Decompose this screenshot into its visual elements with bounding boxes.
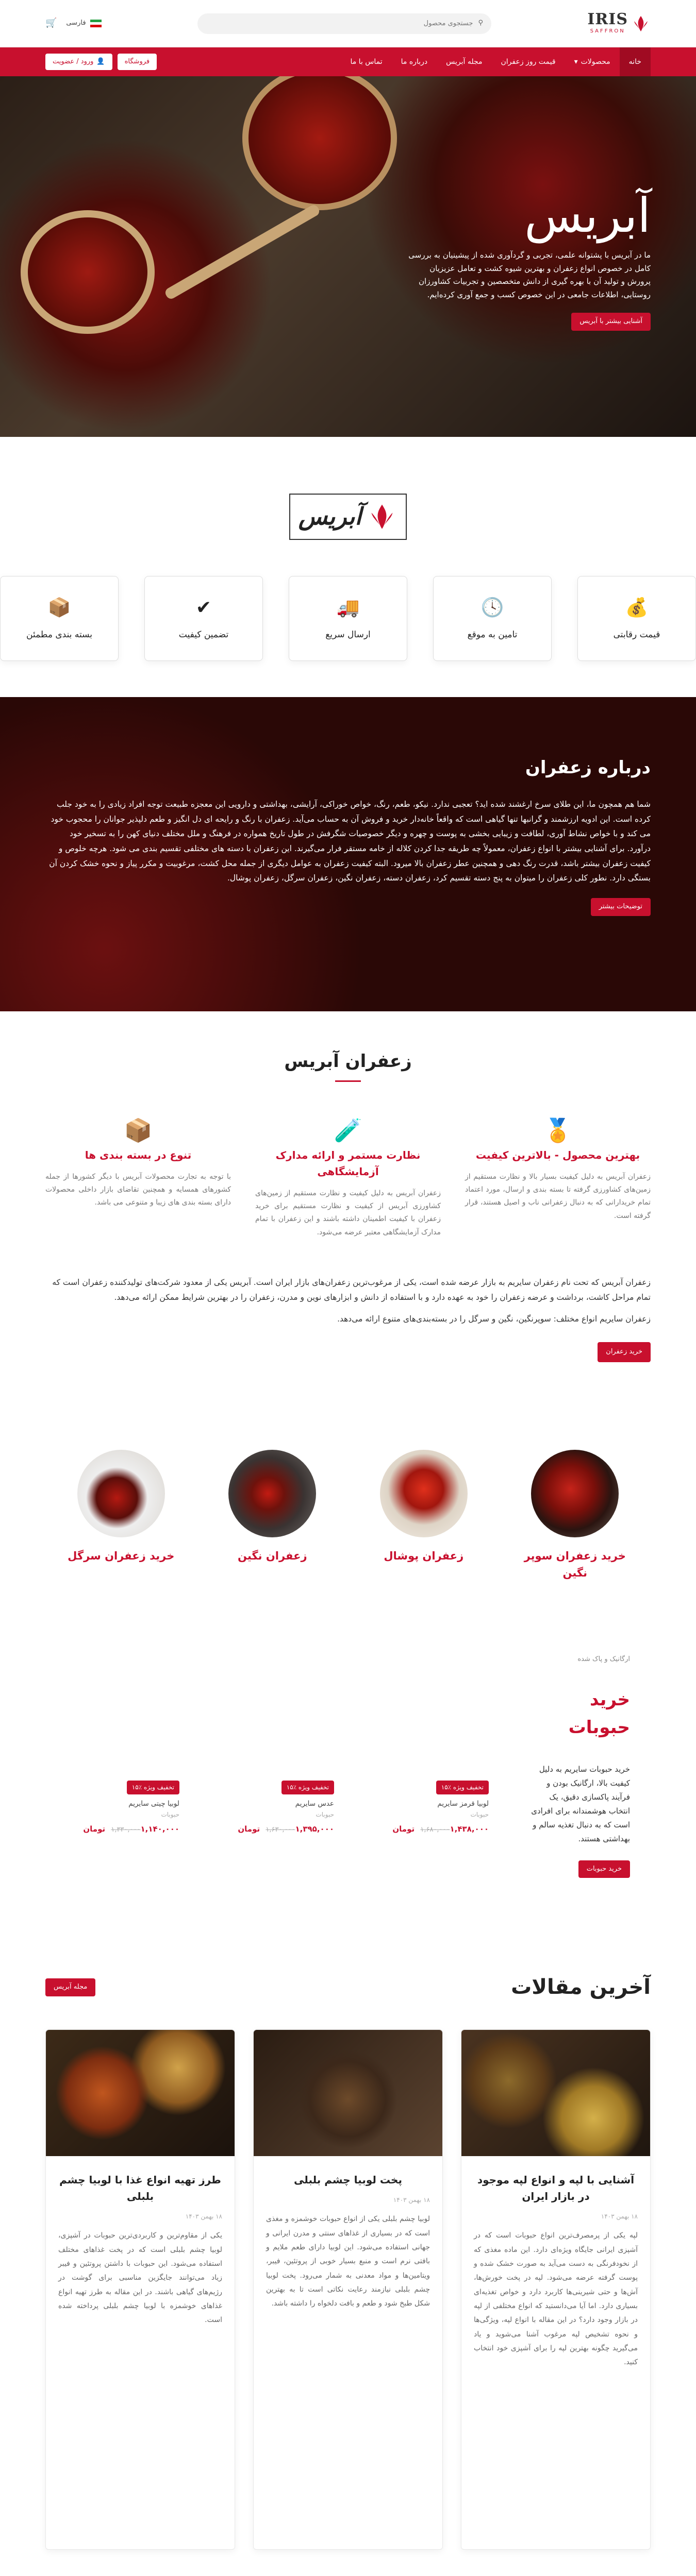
discount-badge: تخفیف ویژه ٪۱۵: [127, 1781, 179, 1794]
brand-sub: SAFFRON: [590, 28, 625, 34]
brand-name: IRIS: [587, 10, 628, 28]
package-icon: 📦: [124, 1117, 153, 1144]
saffron-flower-icon: [367, 501, 397, 532]
article-image[interactable]: [46, 2030, 235, 2156]
beans-text: خرید حبوبات سایریم به دلیل کیفیت بالا، ارگانیک بودن و فرآیند پاکسازی دقیق، یک انتخاب هوشمندانه برای افرادی است که به دنبال تغذیه سالم و بهداشتی هستند.: [531, 1764, 630, 1843]
language-switcher[interactable]: [66, 18, 101, 29]
saffron-categories: [0, 1383, 696, 1613]
article-card[interactable]: [253, 2029, 443, 2550]
feature-quality: [144, 576, 263, 661]
pillar-lab: [255, 1113, 441, 1239]
language-label: فارسی: [66, 19, 86, 27]
site-logo[interactable]: [587, 12, 651, 36]
pillar-text: زعفران آبریس به دلیل کیفیت و نظارت مستقیم از زمین‌های کشاورزی آبریس از کیفیت و نظارت مستقیم برای خرید زعفران با کیفیت اطمینان داشته باشند و این زعفران با تمام مدارک آزمایشگاهی معتبر عرضه می‌شود.: [255, 1189, 441, 1236]
saffron-title: زعفران آبریس: [284, 1050, 412, 1072]
shop-button[interactable]: [118, 54, 157, 71]
hero-title: آبریس: [524, 188, 651, 243]
buy-beans-button[interactable]: خرید حبوبات: [578, 1860, 630, 1878]
discount-badge: تخفیف ویژه ٪۱۵: [281, 1781, 334, 1794]
topbar: [0, 0, 696, 47]
old-price: ۱,۳۳۰,۰۰۰: [111, 1825, 141, 1834]
saffron-desc: زعفران آبریس که تحت نام زعفران سایریم به بازار عرضه شده است، یکی از مرغوب‌ترین زعفران‌های بازار ایران است. آبریس یکی از معدود شرکت‌های تولیدکننده زعفران است که تمام مراحل کاشت، برداشت و عرضه زعفران را خود به عهده دارد و با استفاده از دانش و ابزارهای نوین و مدرن، زعفران را در بهترین شرایط ممکن ارائه می‌دهد.: [52, 1277, 651, 1302]
product-name[interactable]: لوبیا قرمز سایریم: [437, 1800, 489, 1808]
category-title[interactable]: زعفران پوشال: [384, 1549, 464, 1562]
product-card[interactable]: [200, 1781, 334, 1836]
category-super-negin[interactable]: [516, 1450, 634, 1582]
user-icon: 👤: [96, 57, 105, 65]
brand-logo: [289, 494, 407, 540]
feature-price: [577, 576, 696, 661]
article-date: ۱۸ بهمن ۱۴۰۳: [601, 2213, 638, 2221]
article-title[interactable]: آشنایی با لپه و انواع لپه موجود در بازار ایران: [477, 2174, 635, 2203]
main-nav: [0, 47, 696, 76]
search-box[interactable]: [197, 13, 491, 34]
product-card[interactable]: [355, 1781, 489, 1836]
product-name[interactable]: عدس سایریم: [295, 1800, 334, 1808]
about-title: درباره زعفران: [525, 757, 651, 778]
old-price: ۱,۶۳۰,۰۰۰: [266, 1825, 295, 1834]
brand-section: [0, 437, 696, 697]
saffron-desc-2: زعفران سایریم انواع مختلف: سوپرنگین، نگین و سرگل را در بسته‌بندی‌های متنوع ارائه می‌دهد.: [337, 1314, 651, 1324]
search-input[interactable]: [206, 20, 473, 27]
feature-shipping: [289, 576, 407, 661]
nav-products[interactable]: [565, 47, 620, 76]
login-label: ورود / عضویت: [53, 57, 94, 65]
product-category: حبوبات: [161, 1810, 179, 1818]
beans-title: خرید حبوبات: [568, 1689, 630, 1738]
brand-logo-text: آبریس: [298, 502, 362, 530]
feature-label: تضمین کیفیت: [178, 629, 229, 640]
category-title[interactable]: خرید زعفران سرگل: [68, 1549, 175, 1562]
hero-text: ما در آبریس با پشتوانه علمی، تجربی و گردآوری شده از پیشینیان به بررسی کامل در خصوص انواع زعفران و بهترین شیوه کشت و تعامل عزیزیان پرورش و تولید آن با بهره گیری از دانش متخصصین و تجربیات کشاورزان روستایی، اطلاعات جامعی در این خصوص کسب و جمع آوری کرده‌ایم.: [408, 250, 651, 299]
pillar-title: نظارت مستمر و ارائه مدارک آزمایشگاهی: [275, 1148, 421, 1178]
saffron-flower-icon: [631, 14, 651, 33]
about-saffron-section: [0, 697, 696, 1011]
saffron-bowl-image: [21, 210, 155, 334]
category-title[interactable]: زعفران نگین: [237, 1549, 307, 1562]
feature-packaging: [0, 576, 119, 661]
nav-magazine[interactable]: مجله آبریس: [446, 57, 483, 66]
hero-banner: [0, 76, 696, 437]
product-price: ۱,۴۳۸,۰۰۰ تومان: [392, 1824, 489, 1834]
pillar-quality: [465, 1113, 651, 1239]
truck-icon: 🚚: [336, 597, 360, 618]
feature-timely: [433, 576, 552, 661]
hero-cta-button[interactable]: آشنایی بیشتر با آبریس: [571, 313, 651, 331]
feature-label: بسته بندی مطمئن: [26, 629, 92, 640]
login-button[interactable]: [45, 54, 112, 71]
beans-tagline: ارگانیک و پاک شده: [577, 1655, 630, 1663]
iran-flag-icon: [90, 20, 102, 27]
pillar-title: تنوع در بسته بندی ها: [85, 1148, 192, 1161]
articles-title: آخرین مقالات: [511, 1975, 651, 1999]
category-image: [228, 1450, 316, 1537]
top-actions: [45, 16, 102, 31]
article-excerpt: لپه یکی از پرمصرف‌ترین انواع حبوبات است که در آشپزی ایرانی جایگاه ویژه‌ای دارد. این ماده مغذی که از نخودفرنگی به دست می‌آید به صورت خشک شده و پوست گرفته عرضه می‌شود. لپه در پخت خورش‌ها، آش‌ها و حتی شیرینی‌ها کاربرد دارد و خواص تغذیه‌ای بسیاری دارد. اما آیا می‌دانستید که انواع مختلفی از لپه در بازار وجود دارد؟ در این مقاله با انواع لپه، ویژگی‌ها و نحوه تشخیص لپه مرغوب آشنا می‌شوید و یاد می‌گیرید چگونه بهترین لپه را برای آشپزی خود انتخاب کنید.: [474, 2231, 638, 2367]
article-excerpt: یکی از مقاوم‌ترین و کاربردی‌ترین حبوبات در آشپزی، لوبیا چشم بلبلی است که در پخت غذاهای مختلف استفاده می‌شود. این حبوبات با داشتن پروتئین و فیبر زیاد می‌توانند جایگزین مناسبی برای گوشت در رژیم‌های گیاهی باشند. در این مقاله به طرز تهیه انواع غذاهای خوشمزه با لوبیا چشم بلبلی پرداخته شده است.: [58, 2231, 222, 2325]
pillar-title: بهترین محصول - بالاترین کیفیت: [475, 1148, 640, 1161]
nav-about[interactable]: درباره ما: [401, 57, 428, 66]
discount-badge: تخفیف ویژه ٪۱۵: [436, 1781, 489, 1794]
category-pushal[interactable]: [364, 1450, 483, 1582]
product-list: [45, 1781, 489, 1836]
article-title[interactable]: پخت لوبیا چشم بلبلی: [294, 2174, 402, 2187]
product-category: حبوبات: [470, 1810, 489, 1818]
category-sargol[interactable]: [62, 1450, 180, 1582]
feature-label: تامین به موقع: [467, 629, 518, 640]
buy-saffron-button[interactable]: خرید زعفران: [598, 1342, 651, 1362]
category-image: [531, 1450, 619, 1537]
category-image: [77, 1450, 165, 1537]
title-underline: [335, 1080, 361, 1082]
chevron-down-icon: ▾: [574, 57, 578, 66]
category-image: [380, 1450, 468, 1537]
cart-icon[interactable]: 🛒: [45, 18, 57, 29]
feature-label: ارسال سریع: [325, 629, 371, 640]
about-text: شما هم همچون ما، این طلای سرخ ارغشند شده اید؟ تعجبی ندارد. نیکو، طعم، رنگ، خواص خوراکی، آرایشی، بهداشتی و دارویی این معجزه طبیعت توجه افراد زیادی را به خود جلب کرده است. این ادویه ارزشمند و گرانبها تنها گیاهی است که واقعاً خانه‌دار خرید و فروش آن به حساب می‌آید. زعفران با رنگ و رایحه ای دل انگیز و طعم دلپذیر جوانان را محجوب خود می کند و با خواص نشاط آوری، لطافت و زیبایی بخشی به پوست و چهره و دیگر خصوصیات شگرفش در طول تاریخ همواره در فرهنگ و ملل مختلف دنیای کهن را به تسخیر خود درآورد. برای آشنایی بیشتر با انواع زعفران، معمولاً چه طریقه جدا کردن کلاله از خامه مستقر فرار می‌گیرند. این زعفران با دسته های مختلفی تقسیم بندی می شود. هرچه خلوص و کیفیت زعفران بیشتر باشد، قدرت رنگ دهی و همچنین عطر زعفران بالا میرود. البته کیفیت زعفران به عوامل دیگری از جمله محل کشت، مرغوبیت و مکرر پیاز و نحوه خشک کردن آن بستگی دارد. نطور کلی زعفران را میتوان به پنج دسته تقسیم کرد، زعفران دسته، زعفران نگین، زعفران سرگل، زعفران پوشال.: [49, 799, 651, 883]
article-image[interactable]: [254, 2030, 442, 2156]
product-name[interactable]: لوبیا چیتی سایریم: [128, 1800, 179, 1808]
product-price: ۱,۱۴۰,۰۰۰ تومان: [83, 1824, 179, 1834]
category-title[interactable]: خرید زعفران سوپر نگین: [524, 1549, 626, 1580]
product-price: ۱,۳۹۵,۰۰۰ تومان: [238, 1824, 334, 1834]
category-negin[interactable]: [213, 1450, 332, 1582]
spoon-handle: [163, 203, 321, 300]
test-tube-icon: 🧪: [334, 1117, 362, 1144]
pillar-packaging: [45, 1113, 231, 1239]
clock-icon: 🕓: [480, 597, 504, 618]
check-icon: ✔: [195, 597, 212, 618]
old-price: ۱,۶۸۰,۰۰۰: [420, 1825, 450, 1834]
nav-contact[interactable]: تماس با ما: [350, 57, 383, 66]
article-image[interactable]: [461, 2030, 650, 2156]
article-date: ۱۸ بهمن ۱۴۰۳: [185, 2213, 222, 2221]
nav-products-label: محصولات: [581, 57, 610, 66]
nav-home[interactable]: خانه: [620, 47, 651, 76]
magazine-button[interactable]: مجله آبریس: [45, 1978, 95, 1996]
beans-section: [0, 1613, 696, 1919]
feature-label: قیمت رقابتی: [613, 629, 660, 640]
article-excerpt: لوبیا چشم بلبلی یکی از انواع حبوبات خوشمزه و مغذی است که در بسیاری از غذاهای سنتی و مدرن ایرانی و جهانی استفاده می‌شود. این لوبیا دارای طعم ملایم و بافتی نرم است و منبع بسیار خوبی از پروتئین، فیبر، ویتامین‌ها و مواد معدنی به شمار می‌رود. پخت لوبیا چشم بلبلی نیازمند رعایت نکاتی است تا به بهترین شکل طبخ شود و طعم و بافت دلخواه را داشته باشد.: [266, 2215, 430, 2308]
search-icon[interactable]: ⚲: [478, 19, 483, 27]
articles-section: [0, 1919, 696, 2576]
nav-price[interactable]: قیمت روز زعفران: [501, 57, 556, 66]
shop-label: فروشگاه: [124, 57, 150, 65]
features-row: [0, 576, 696, 661]
product-category: حبوبات: [316, 1810, 334, 1818]
price-tag-icon: 💰: [625, 597, 649, 618]
pillar-text: زعفران آبریس به دلیل کیفیت بسیار بالا و نظارت مستقیم از زمین‌های کشاورزی گرفته تا بسته بندی و ارسال، مورد اعتماد تمام خریدارانی که به دنبال زعفرانی ناب و اصیل هستند، قرار گرفته است.: [465, 1172, 651, 1220]
saffron-spoon-image: [242, 76, 397, 210]
article-date: ۱۸ بهمن ۱۴۰۳: [393, 2196, 430, 2204]
medal-icon: 🏅: [543, 1117, 572, 1144]
pillar-text: با توجه به تجارت محصولات آبریس با دیگر کشورها از جمله کشورهای همسایه و همچنین تقاضای بازار داخلی محصولات دارای بسته بندی های زیبا و متنوعی می باشد.: [45, 1172, 231, 1207]
product-card[interactable]: [45, 1781, 179, 1836]
about-more-button[interactable]: توضیحات بیشتر: [591, 898, 651, 916]
article-card[interactable]: [45, 2029, 235, 2550]
box-icon: 📦: [47, 597, 71, 618]
iris-saffron-section: [0, 1011, 696, 1383]
article-card[interactable]: [461, 2029, 651, 2550]
article-title[interactable]: طرز تهیه انواع غذا با لوبیا چشم بلبلی: [59, 2174, 221, 2203]
